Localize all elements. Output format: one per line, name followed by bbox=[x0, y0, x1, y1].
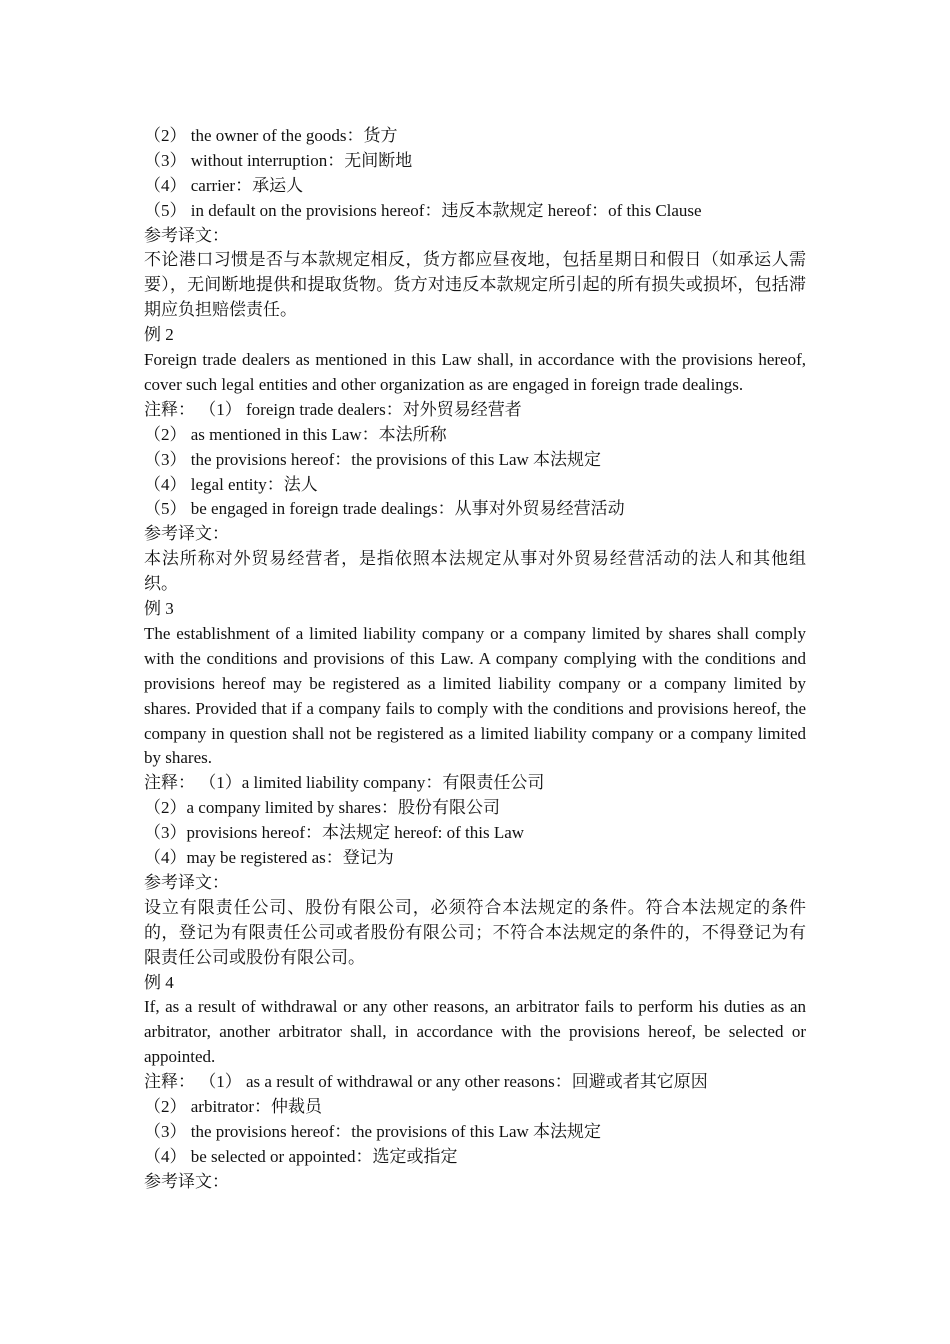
example-text: If, as a result of withdrawal or any other reasons, an arbitrator fails to perform his duties as an arbitrator, another arbitrator shall, in accordance with the provisions hereof, be selected or appointed. bbox=[144, 997, 806, 1067]
note-line: （2） as mentioned in this Law：本法所称 bbox=[144, 424, 447, 444]
reference-label: 参考译文： bbox=[144, 225, 229, 245]
note-line: （4）may be registered as：登记为 bbox=[144, 848, 394, 868]
example-text: Foreign trade dealers as mentioned in this Law shall, in accordance with the provisions hereof, cover such legal entities and other organization as are engaged in foreign trade dealings. bbox=[144, 350, 806, 394]
note-line: 注释： （1） as a result of withdrawal or any other reasons：回避或者其它原因 bbox=[144, 1072, 708, 1092]
note-line: （3）provisions hereof：本法规定 hereof: of this Law bbox=[144, 823, 525, 843]
note-line: （4） carrier：承运人 bbox=[144, 175, 304, 195]
document-page bbox=[144, 124, 806, 1195]
example-heading: 例 3 bbox=[144, 599, 174, 619]
reference-label: 参考译文： bbox=[144, 872, 229, 892]
note-line: （2） the owner of the goods：货方 bbox=[144, 126, 398, 145]
translation-paragraph: 设立有限责任公司、股份有限公司，必须符合本法规定的条件。符合本法规定的条件的，登记为有限责任公司或者股份有限公司；不符合本法规定的条件的，不得登记为有限责任公司或股份有限公司。 bbox=[144, 897, 806, 967]
note-line: 注释： （1） foreign trade dealers：对外贸易经营者 bbox=[144, 399, 522, 419]
example-heading: 例 2 bbox=[144, 325, 174, 345]
note-line: 注释： （1）a limited liability company：有限责任公司 bbox=[144, 773, 545, 793]
note-line: （2） arbitrator：仲裁员 bbox=[144, 1097, 322, 1117]
note-line: （4） be selected or appointed：选定或指定 bbox=[144, 1146, 458, 1166]
note-line: （3） the provisions hereof：the provisions of this Law 本法规定 bbox=[144, 1121, 602, 1141]
note-line: （2）a company limited by shares：股份有限公司 bbox=[144, 798, 501, 818]
note-line: （4） legal entity：法人 bbox=[144, 474, 318, 494]
note-line: （3） the provisions hereof：the provisions of this Law 本法规定 bbox=[144, 449, 602, 469]
example-text: The establishment of a limited liability company or a company limited by shares shall comply with the conditions and provisions of this Law. A company complying with the conditions and provisions hereof may be registered as a limited liability company or a company limited by shares. Provided that if a company fails to comply with the conditions and provisions hereof, the company in question shall not be registered as a limited liability company or a company limited by shares. bbox=[144, 623, 806, 768]
note-line: （5） be engaged in foreign trade dealings：从事对外贸易经营活动 bbox=[144, 499, 625, 519]
example-heading: 例 4 bbox=[144, 972, 174, 992]
translation-paragraph: 不论港口习惯是否与本款规定相反，货方都应昼夜地，包括星期日和假日（如承运人需要），无间断地提供和提取货物。货方对违反本款规定所引起的所有损失或损坏，包括滞期应负担赔偿责任。 bbox=[144, 250, 806, 320]
note-line: （5） in default on the provisions hereof：违反本款规定 hereof：of this Clause bbox=[144, 200, 702, 220]
note-line: （3） without interruption：无间断地 bbox=[144, 150, 413, 170]
translation-paragraph: 本法所称对外贸易经营者，是指依照本法规定从事对外贸易经营活动的法人和其他组织。 bbox=[144, 549, 806, 594]
reference-label: 参考译文： bbox=[144, 524, 229, 544]
reference-label: 参考译文： bbox=[144, 1171, 229, 1191]
